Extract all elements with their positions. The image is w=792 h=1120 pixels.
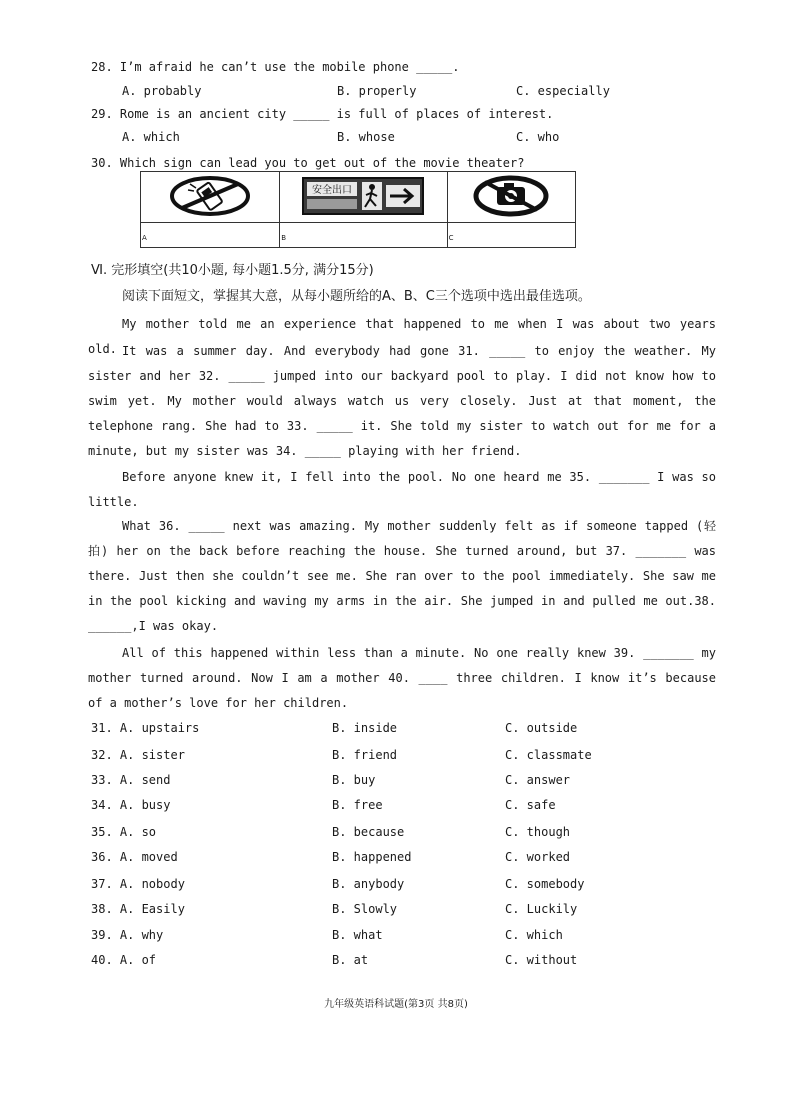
exit-sign-text: 安全出口 xyxy=(312,185,353,196)
option-row-31-c: C. outside xyxy=(505,721,578,735)
sign-b-label: B xyxy=(280,223,447,248)
option-row-35-b: B. because xyxy=(332,825,405,839)
q29-option-b: B. whose xyxy=(337,130,395,144)
q30-stem: 30. Which sign can lead you to get out of the movie theater? xyxy=(91,156,525,170)
page-footer: 九年级英语科试题(第3页 共8页) xyxy=(324,999,468,1010)
passage-paragraph-3: Before anyone knew it, I fell into the pool. No one heard me 35. _______ I was so little. xyxy=(88,470,716,509)
option-row-40-c: C. without xyxy=(505,953,578,967)
option-row-38-b: B. Slowly xyxy=(332,902,398,916)
no-phone-sign-icon xyxy=(168,174,252,218)
option-row-34-a: 34. A. busy xyxy=(91,798,171,812)
passage-paragraph-5: All of this happened within less than a minute. No one really knew 39. _______ my mother turned around. Now I am a mother 40. ____ three children. I know it’s because of a mother’s love for her children. xyxy=(88,646,716,710)
sign-c-label: C xyxy=(447,223,575,248)
no-camera-sign-icon xyxy=(471,174,551,218)
option-row-33-b: B. buy xyxy=(332,773,376,787)
option-row-37-c: C. somebody xyxy=(505,877,585,891)
option-row-40-b: B. at xyxy=(332,953,369,967)
section-instruction: 阅读下面短文，掌握其大意，从每小题所给的A、B、C三个选项中选出最佳选项。 xyxy=(122,289,591,304)
option-row-36-c: C. worked xyxy=(505,850,571,864)
q29-option-a: A. which xyxy=(122,130,180,144)
q29-option-c: C. who xyxy=(516,130,560,144)
q28-stem: 28. I’m afraid he can’t use the mobile phone _____. xyxy=(91,60,460,74)
emergency-exit-sign-icon xyxy=(302,177,424,215)
option-row-39-b: B. what xyxy=(332,928,383,942)
option-row-35-c: C. though xyxy=(505,825,571,839)
option-row-37-a: 37. A. nobody xyxy=(91,877,185,891)
passage-paragraph-2: It was a summer day. And everybody had gone 31. _____ to enjoy the weather. My sister and her 32. _____ jumped into our backyard pool to play. I did not know how to swim yet. My mother would always watch us very closely. Just at that moment, the telephone rang. She had to 33. _____ it. She told my sister to watch out for me for a minute, but my sister was 34. _____ playing with her friend. xyxy=(88,344,716,458)
sign-a-cell xyxy=(141,172,280,223)
option-row-36-b: B. happened xyxy=(332,850,412,864)
option-row-32-b: B. friend xyxy=(332,748,398,762)
passage-paragraph-1: My mother told me an experience that happened to me when I was about two years old. xyxy=(88,317,716,356)
q29-stem: 29. Rome is an ancient city _____ is full of places of interest. xyxy=(91,107,554,121)
option-row-38-c: C. Luckily xyxy=(505,902,578,916)
option-row-32-c: C. classmate xyxy=(505,748,592,762)
option-row-31-b: B. inside xyxy=(332,721,398,735)
option-row-35-a: 35. A. so xyxy=(91,825,157,839)
passage-paragraph-4: What 36. _____ next was amazing. My mother suddenly felt as if someone tapped (轻拍) her on the back before reaching the house. She turned around, but 37. _______ was there. Just then she couldn’t see me. She ran over to the pool immediately. She saw me in the pool kicking and waving my arms in the air. She jumped in and pulled me out.38. ______,I was okay. xyxy=(88,519,716,633)
option-row-36-a: 36. A. moved xyxy=(91,850,178,864)
sign-c-cell xyxy=(447,172,575,223)
option-row-33-c: C. answer xyxy=(505,773,571,787)
option-row-39-c: C. which xyxy=(505,928,563,942)
sign-table xyxy=(140,171,576,248)
option-row-32-a: 32. A. sister xyxy=(91,748,185,762)
section-title: Ⅵ. 完形填空(共10小题, 每小题1.5分, 满分15分) xyxy=(91,263,374,278)
option-row-37-b: B. anybody xyxy=(332,877,405,891)
q28-option-a: A. probably xyxy=(122,84,202,98)
q28-option-c: C. especially xyxy=(516,84,610,98)
q28-option-b: B. properly xyxy=(337,84,417,98)
option-row-33-a: 33. A. send xyxy=(91,773,171,787)
sign-a-label: A xyxy=(141,223,280,248)
sign-b-cell xyxy=(280,172,447,223)
option-row-38-a: 38. A. Easily xyxy=(91,902,185,916)
option-row-31-a: 31. A. upstairs xyxy=(91,721,200,735)
option-row-34-b: B. free xyxy=(332,798,383,812)
option-row-39-a: 39. A. why xyxy=(91,928,164,942)
option-row-40-a: 40. A. of xyxy=(91,953,157,967)
option-row-34-c: C. safe xyxy=(505,798,556,812)
